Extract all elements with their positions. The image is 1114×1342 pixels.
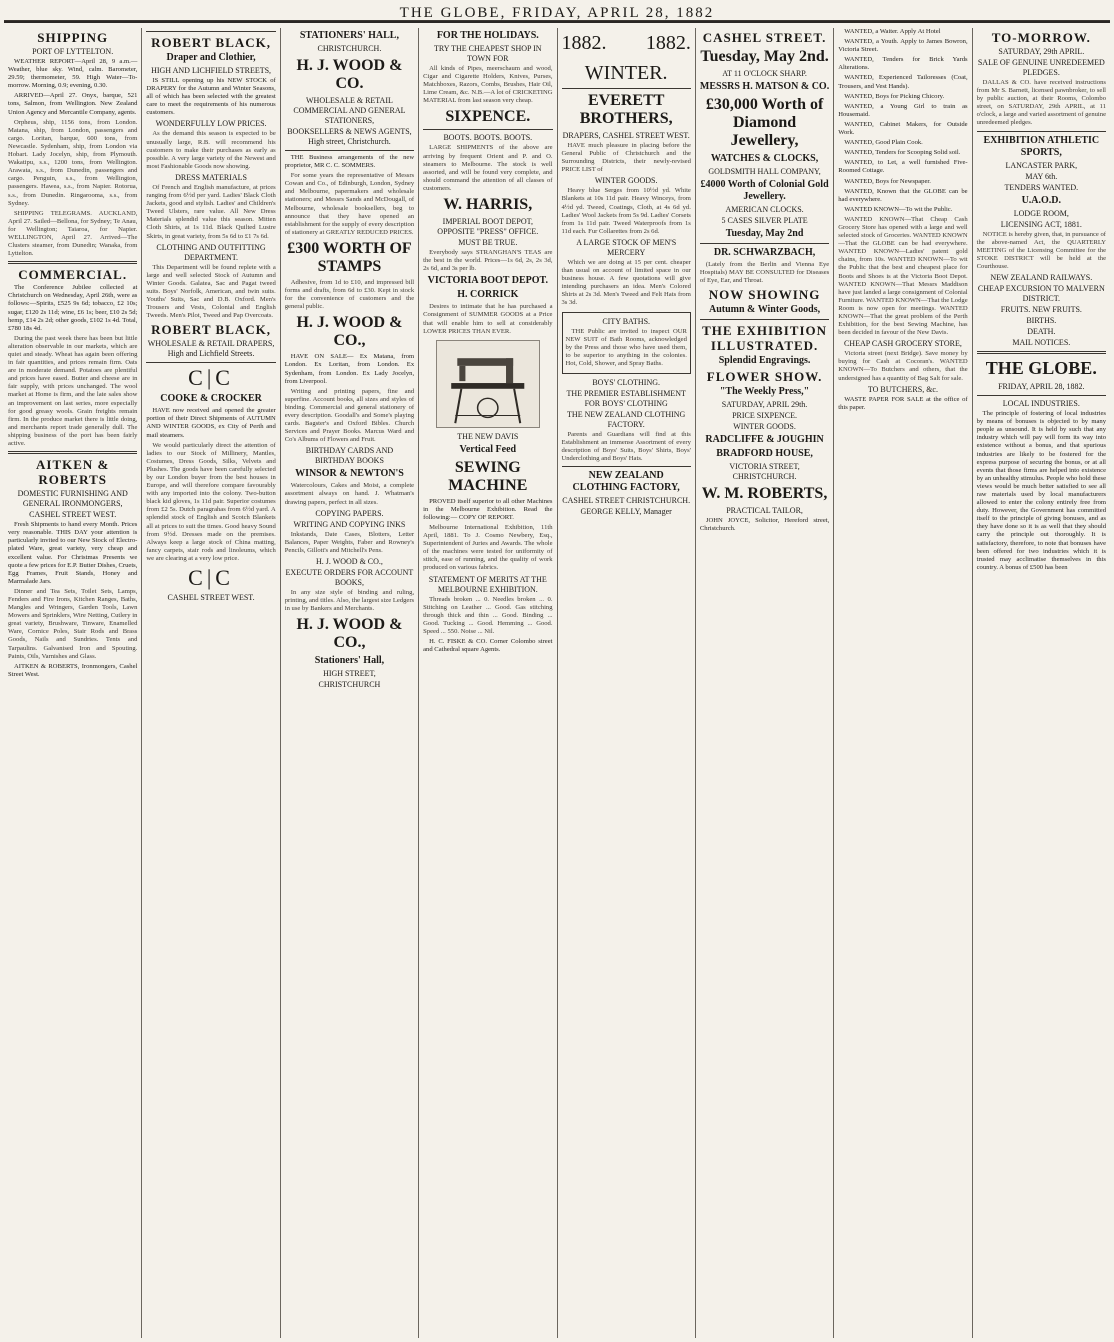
nz-address: CASHEL STREET CHRISTCHURCH. <box>562 496 691 506</box>
globe-date: FRIDAY, APRIL 28, 1882. <box>998 382 1085 392</box>
aitken-heading: AITKEN & ROBERTS <box>36 457 110 488</box>
cooke-crocker-address: CASHEL STREET WEST. <box>167 593 255 603</box>
mercery-filler: Which we are doing at 15 per cent. cheaper than usual on account of limited space in our business house. A few quotations will give intending purchasers an idea. Men's Colored Shirts at 2s 3d. Men's Tweed and Felt Hats from 3s 3d. <box>561 258 691 307</box>
saturday-date: SATURDAY, APRIL 29th. <box>721 400 808 410</box>
col6-rule <box>700 243 829 244</box>
statement-filler: Threads broken ... 0. Needles broken ... 0. Stitching on Leather ... Good. Gas stitching through thick and thin ... Good. Binding ... Good. Tucking ... Good. Hemming ... Good. Speed ... 550. Noise ... Nil. <box>423 595 553 635</box>
col5-rule-2 <box>562 466 691 467</box>
premier-establishment: THE PREMIER ESTABLISHMENT FOR BOYS' CLOTHING <box>566 388 686 408</box>
unredeemed-pledges: SALE OF GENUINE UNREDEEMED PLEDGES. <box>977 58 1105 77</box>
wood2-filler: Writing and printing papers, fine and superfine. Account books, all sizes and styles of binding. Commercial and general stationery of every description. Goodall's and Some's playing cards. Bagster's and Oxford Bibles. Church Services and Prayer Books. Marcus Ward and Co's Albums of Flowers and Fruit. <box>284 387 415 444</box>
must-be-true: MUST BE TRUE. <box>458 238 518 248</box>
must-filler: Everybody says STRANGHAN'S TEAS are the best in the world. Prices—1s 6d, 2s, 2s 3d, 2s 6d, and 3s per lb. <box>423 249 553 273</box>
cooke-crocker-heading: COOKE & CROCKER <box>160 393 262 405</box>
wood2-body: HAVE ON SALE— Ex Matana, from London. Ex Loritan, from London. Ex Sydenham, from London. Ex Lady Jocelyn, from Liverpool. <box>284 353 415 385</box>
robert-black-body: IS STILL opening up his NEW STOCK of DRAPERY for the Autumn and Winter Seasons, all of which has been selected with the greatest care to meet the requirements of his numerous customers. <box>146 77 276 117</box>
page-columns <box>4 28 1110 1338</box>
stationers-city: CHRISTCHURCH. <box>317 44 382 53</box>
goldsmith-hall: GOLDSMITH HALL COMPANY, <box>708 167 821 176</box>
year-left: 1882. <box>561 32 607 54</box>
nz-clothing-factory: THE NEW ZEALAND CLOTHING FACTORY. <box>567 409 686 429</box>
year-row <box>562 28 691 58</box>
wanted-item: WANTED, a Young Girl to train as Housemaid. <box>838 102 968 118</box>
nz-railways: NEW ZEALAND RAILWAYS. <box>990 273 1093 283</box>
cooke-crocker-body: HAVE now received and opened the greater portion of their Direct Shipments of AUTUMN AND WINTER GOODS, ex City of Perth and mail steamers. <box>146 407 276 439</box>
aitken-address: CASHEL STREET WEST. <box>29 510 117 520</box>
licensing-act: LICENSING ACT, 1881. <box>1000 219 1082 229</box>
lodge-room: LODGE ROOM, <box>1013 208 1069 218</box>
silver-plate: 5 CASES SILVER PLATE <box>721 216 808 225</box>
high-street: HIGH STREET, <box>323 669 376 679</box>
wood-filler: For some years the representative of Messrs Cowan and Co., of Edinburgh, London, Sydney and Melbourne, papermakers and wholesale stationers; and Messrs Sands and McDougall, of Melbourne, wholesale booksellers, beg to announce that they have opened an establishment for the supply of every description of stationery at GREATLY REDUCED PRICES. <box>284 172 415 236</box>
column-6 <box>696 28 834 1338</box>
wanted-item: WANTED, Tenders for Scooping Solid soil. <box>844 149 961 157</box>
harris-heading: W. HARRIS, <box>443 196 533 214</box>
commercial-filler: During the past week there has been but little alteration observable in our markets, which are quiet and steady. Wheat has again been offering in fair quantities, and prices remain firm. Oats are in moderate demand. Potatoes are plentiful and prices have eased. Butter and cheese are in fair supply, with prices unchanged. The wool market at Home is firm, and the late sales show an improvement on last series, more especially for good greasy wools. Grain freights remain firm. In the produce market there is little doing, and merchants report trade generally dull. The shipping business of the port has been fairly active. <box>8 334 138 448</box>
masthead <box>0 0 1114 26</box>
weather-report: WEATHER REPORT—April 28, 9 a.m.—Weather, blue sky. Wind, calm. Barometer, 29.59; thermometer, 59. High Water—To-morrow. Morning, 0.9; evening, 0.30. <box>8 58 138 90</box>
robert-black-heading: ROBERT BLACK, <box>151 35 272 50</box>
exhibition-illustrated: THE EXHIBITION ILLUSTRATED. <box>702 323 828 354</box>
winsor-filler: Watercolours, Cakes and Moist, a complete assortment always on hand. J. Whatman's drawing papers, perfect in all sizes. <box>284 482 415 506</box>
cheap-filler: Victoria street (next Bridge). Save money by buying for Cash at Cocoran's. WANTED KNOWN—To Butchers and others, that the undersigned has a quantity of Bag Salt for sale. <box>838 350 968 382</box>
joyce-sign: JOHN JOYCE, Solicitor, Hereford street, Christchurch. <box>699 517 830 533</box>
wonderfully-low: WONDERFULLY LOW PRICES. <box>155 119 267 129</box>
sewing-machine-heading: SEWING MACHINE <box>448 458 528 494</box>
bradford-address: VICTORIA STREET, CHRISTCHURCH. <box>729 462 800 482</box>
sewing-machine-illustration-icon <box>436 340 540 428</box>
nz-clothing-big: NEW ZEALAND CLOTHING FACTORY, <box>572 470 680 494</box>
wanted-item: WANTED, Boys for Newspaper. <box>844 177 931 185</box>
commercial-body: The Conference Jubilee collected at Christchurch on Wednesday, April 26th, were as follows:—Spirits, £525 9s 6d; tobacco, £2 10s; sugar, £120 2s 11d; wine, £6 1s; beer, £10 2s 5d; hemp, £14 2s 2d; other goods, £102 1s 4d. Total, £780 18s 4d. <box>8 284 138 332</box>
column-3 <box>281 28 419 1338</box>
column-7 <box>834 28 972 1338</box>
harris-sub: IMPERIAL BOOT DEPOT, OPPOSITE "PRESS" OFFICE. <box>437 217 539 237</box>
tenders-wanted: TENDERS WANTED. <box>1004 182 1079 192</box>
aitken-sub: DOMESTIC FURNISHING AND GENERAL IRONMONGERS, <box>17 489 128 509</box>
eleven-clock: AT 11 O'CLOCK SHARP. <box>722 69 807 78</box>
wanted-item: WANTED, Tenders for Brick Yards Alterations. <box>838 56 968 72</box>
four-thousand: £4000 Worth of Colonial Gold Jewellery. <box>700 179 829 202</box>
boots-filler: LARGE SHIPMENTS of the above are arriving by frequent Orient and P. and O. steamers to Melbourne. The stock is well assorted, and will be found very complete, and should command the attention of all classes of customers. <box>423 144 553 192</box>
stamps-heading: £300 WORTH OF STAMPS <box>287 239 412 275</box>
robert-black-sub-2: WHOLESALE & RETAIL DRAPERS, High and Lichfield Streets. <box>147 339 275 359</box>
to-butchers: TO BUTCHERS, &c. <box>867 384 938 394</box>
port-heading: PORT OF LYTTELTON. <box>32 47 114 56</box>
try-cheapest: TRY THE CHEAPEST SHOP IN TOWN FOR <box>434 44 542 63</box>
wood-heading: H. J. WOOD & CO. <box>296 57 403 92</box>
everett-sub: DRAPERS, CASHEL STREET WEST. <box>562 131 690 140</box>
column-1 <box>4 28 142 1338</box>
wanted-item: WANTED, a Waiter. Apply At Hotel <box>844 28 941 35</box>
holidays-filler: All kinds of Pipes, meerschaum and wood, Cigar and Cigarette Holders, Knives, Purses, Matchboxes, Razors, Combs, Brushes, Hair Oil, Lime Cream, &c. N.B.—A lot of CRICKETING MATERIAL from last season very cheap. <box>423 65 553 105</box>
wanted-item: WANTED, a Youth. Apply to James Bowron, Victoria Street. <box>838 38 968 54</box>
holidays-heading: FOR THE HOLIDAYS. <box>436 30 539 41</box>
city-baths-filler: THE Public are invited to inspect OUR NEW SUIT of Bath Rooms, acknowledged by the Press and those who have used them, to be superior to anything in the colonies. Hot, Cold, Shower, and Spray Baths. <box>565 327 687 367</box>
winter-goods-2: WINTER GOODS. <box>733 422 796 432</box>
cheap-cash-grocery: CHEAP CASH GROCERY STORE, <box>843 339 962 349</box>
victoria-boot-depot: VICTORIA BOOT DEPOT. <box>427 275 548 287</box>
tuesday-2: Tuesday, May 2nd <box>725 228 804 239</box>
col8-rule <box>977 131 1106 132</box>
col3-rule <box>285 150 414 151</box>
city-baths-box <box>562 312 691 374</box>
splendid-engravings: Splendid Engravings. <box>718 355 811 367</box>
cooke-crocker-monogram-2: C|C <box>188 565 234 591</box>
shipping-heading: SHIPPING <box>37 30 109 45</box>
cooke-crocker-filler: We would particularly direct the attention of ladies to our Stock of Millinery, Mantles, Costumes, Dress Goods, Silks, Velvets and Plushes. The goods have been carefully selected by our London buyer from the best houses in Europe, and will therefore compare favourably with any imported into the colony. Two-button black kid gloves, 1s 11d pair. Superior costumes from £2 5s. Dutch paragrahas from 6½d yard. A splendid stock of English and Scotch Blankets all at prices to suit the times. Good heavy Sound from 9½d. Dresses made on the premises. Always keep a large stock of China matting, fancy carpets, stair rods and linoleums, which we are clearing at a very low price. <box>146 441 276 562</box>
dress-materials: DRESS MATERIALS <box>175 172 247 182</box>
wanted-item: WANTED, Boys for Picking Chicory. <box>844 92 945 100</box>
exhibition-sports: EXHIBITION ATHLETIC SPORTS, <box>983 134 1100 158</box>
clothing-dept: CLOTHING AND OUTFITTING DEPARTMENT. <box>156 242 266 262</box>
robert-black-filler: As the demand this season is expected to be unusually large, R.B. will recommend his customers to make their purchases as early as possible. A very large variety of the Newest and most Fashionable Goods now showing. <box>146 130 276 170</box>
statement-heading: STATEMENT OF MERITS AT THE MELBOURNE EXHIBITION. <box>428 574 547 594</box>
everett-filler: HAVE much pleasure in placing before the General Public of Christchurch and the Surrounding Districts, their newly-revised PRICE LIST of <box>561 142 691 174</box>
shipping-filler: Orpheus, ship, 1156 tons, from London. Matana, ship, from London, passengers and cargo. Loritan, barque, 600 tons, from Newcastle. Sydenham, ship, from London via Hobart. Lady Jocelyn, ship, from Plymouth. Wakatipu, s.s., 1200 tons, from Wellington. Arawata, s.s., from Dunedin, passengers and cargo. Penguin, s.s., from Wellington, passengers. Hawea, s.s., from Napier. Rotorua, s.s., from Dunedin. Ringarooma, s.s., from Sydney. <box>8 118 138 207</box>
christchurch-label: CHRISTCHURCH <box>318 680 381 690</box>
wood-heading-3: H. J. WOOD & CO., <box>315 556 383 566</box>
col6-rule-2 <box>700 319 829 320</box>
inks-filler: Inkstands, Date Cases, Blotters, Letter Balances, Paper Weights, Faber and Rowney's Pencils, Gillott's and Mitchell's Pens. <box>284 530 415 554</box>
waste-paper: WASTE PAPER FOR SALE at the office of this paper. <box>838 395 968 411</box>
shipping-telegrams: SHIPPING TELEGRAMS. AUCKLAND, April 27. Sailed—Bellona, for Sydney; Te Anau, for Wellington; Taiaroa, for Napier. WELLINGTON, April 27. Arrived—The Clusters steamer, from Dunedin; Wanaka, from Lyttelton. <box>8 209 138 258</box>
boots-heading: BOOTS. BOOTS. BOOTS. <box>443 133 533 143</box>
tuesday-heading: Tuesday, May 2nd. <box>700 48 829 65</box>
col4-rule <box>423 129 552 130</box>
death-heading: DEATH. <box>1027 327 1056 337</box>
section-rule <box>8 261 137 264</box>
tomorrow-date: SATURDAY, 29th APRIL. <box>998 47 1085 56</box>
wanted-item: WANTED KNOWN—To wit the Public. <box>844 205 953 213</box>
sixpence-heading: SIXPENCE. <box>445 108 531 126</box>
licensing-filler: NOTICE is hereby given, that, in pursuance of the above-named Act, the QUARTERLY MEETING of the Licensing Committee for the STOKE DISTRICT will be held at the Courthouse. <box>976 230 1106 270</box>
robert-black-address: HIGH AND LICHFIELD STREETS, <box>151 66 272 75</box>
winter-goods: WINTER GOODS. <box>594 176 658 186</box>
bradford-house: BRADFORD HOUSE, <box>716 448 813 460</box>
roberts-heading: W. M. ROBERTS, <box>701 485 828 503</box>
fruits-heading: FRUITS. NEW FRUITS. <box>1000 305 1082 315</box>
mercery-heading: A LARGE STOCK OF MEN'S MERCERY <box>576 237 677 257</box>
roberts-sub: PRACTICAL TAILOR, <box>726 506 803 516</box>
wood-body: THE Business arrangements of the new proprietor, MR C. C. SOMMERS. <box>284 154 415 170</box>
globe-heading: THE GLOBE. <box>985 358 1097 379</box>
writing-inks: WRITING AND COPYING INKS <box>293 519 406 529</box>
unredeemed-filler: DALLAS & CO. have received instructions from Mr S. Barnett, licensed pawnbroker, to sell by public auction, at their Rooms, Colombo street, on SATURDAY, 29th APRIL, at 11 o'clock, a large and varied assortment of genuine unredeemed pledges. <box>976 79 1106 127</box>
wood-heading-2: H. J. WOOD & CO., <box>296 314 403 350</box>
corrick-filler: Desires to intimate that he has purchased a Consignment of SUMMER GOODS at a Price that will enable him to sell at considerably LOWER PRICES THAN EVER. <box>423 303 553 335</box>
radcliffe: RADCLIFFE & JOUGHIN <box>705 434 824 446</box>
lancaster-park: LANCASTER PARK, <box>1005 160 1078 170</box>
cashel-street-heading: CASHEL STREET. <box>702 30 827 45</box>
vertical-feed: Vertical Feed <box>459 443 517 455</box>
column-2 <box>142 28 280 1338</box>
arrived-list: ARRIVED—April 27. Onyx, barque, 521 tons, Salmon, from Wellington. New Zealand Union Agency and Mercantile Company, agents. <box>8 92 138 116</box>
mail-notices: MAIL NOTICES. <box>1012 338 1071 348</box>
aitken-body: Fresh Shipments to hand every Month. Prices very reasonable. THIS DAY your attention is particularly invited to our New Stock of Electro-plated Ware, great variety, very cheap and excellent value. For Christmas Presents we quote a few prices for E.P. Butter Dishes, Cruets, Egg Frames, Fruit Stands, Honey and Marmalade Jars. <box>8 521 138 585</box>
schwarzbach-filler: (Lately from the Berlin and Vienna Eye Hospitals) MAY BE CONSULTED for Diseases of Eye, Ear, and Throat. <box>699 261 830 285</box>
wanted-item: WANTED, to Let, a well furnished Five-Roomed Cottage. <box>838 159 968 175</box>
boys-clothing: BOYS' CLOTHING. <box>592 377 661 387</box>
aitken-sign: AITKEN & ROBERTS, Ironmongers, Cashel Street West. <box>8 662 138 678</box>
column-5 <box>558 28 696 1338</box>
schwarzbach: DR. SCHWARZBACH, <box>713 247 816 258</box>
local-body: The principle of fostering of local industries by means of bonuses is objected to by many people as unsound. It is held by such that any industry which will pay will form its way into existence without a bonus, and that spurious industries are likely to be fostered for the express purpose of securing the bonus, or at all events that those firms are helped into existence by an unhealthy stimulus. People who hold these views would be much better satisfied to see all raw materials used by local manufacturers allowed to enter the colony entirely free from duty. However, the Government has committed itself to the principle of giving bonuses, and as they have done so it is as well that they should carry the principle out thoroughly. It is satisfactory, therefore, to note that bonuses have been offered for two industries which it is trusted may acclimatise themselves in this country. A bonus of £500 has been <box>976 410 1106 571</box>
column-4 <box>419 28 557 1338</box>
flower-show: FLOWER SHOW. <box>706 369 823 385</box>
weekly-press: "The Weekly Press," <box>719 386 810 398</box>
col2-rule <box>146 362 275 363</box>
kelly-manager: GEORGE KELLY, Manager <box>580 507 672 517</box>
col5-rule <box>562 88 691 89</box>
wood-sub-2: BOOKSELLERS & NEWS AGENTS, High street, Christchurch. <box>287 127 412 146</box>
execute-orders: EXECUTE ORDERS FOR ACCOUNT BOOKS, <box>285 567 414 587</box>
wanted-item: WANTED, Known that the GLOBE can be had everywhere. <box>838 187 968 203</box>
stationers-hall-2: Stationers' Hall, <box>314 655 385 667</box>
tomorrow-heading: TO-MORROW. <box>991 30 1091 45</box>
winsor-newton: WINSOR & NEWTON'S <box>295 468 404 480</box>
sewing-body: PROVED itself superior to all other Machines in the Melbourne Exhibition. Read the following:— COPY OF REPORT. <box>423 497 553 521</box>
new-davis: THE NEW DAVIS <box>457 431 519 441</box>
stationers-hall-heading: STATIONERS' HALL, <box>299 30 399 41</box>
fiske-sign: H. C. FISKE & CO. Corner Colombo street and Cathedral square Agents. <box>423 638 553 654</box>
execute-filler: In any size style of binding and ruling, printing, and titles. Also, the largest size Ledgers in use by Bankers and Merchants. <box>284 588 415 613</box>
now-showing: NOW SHOWING <box>708 287 821 303</box>
wanted-item: WANTED, Good Plain Cook. <box>844 139 923 147</box>
robert-black-sub: Draper and Clothier, <box>166 52 256 63</box>
wood-sub: WHOLESALE & RETAIL COMMERCIAL AND GENERAL STATIONERS, <box>293 96 406 125</box>
wood-heading-4: H. J. WOOD & CO., <box>296 616 403 652</box>
col2-top-rule <box>146 31 275 32</box>
wanted-item: WANTED, Cabinet Makers, for Outside Work. <box>838 120 968 137</box>
thirty-thousand: £30,000 Worth of Diamond Jewellery, <box>705 96 824 149</box>
column-8 <box>973 28 1110 1338</box>
wanted-filler: WANTED KNOWN—That Cheap Cash Grocery Store has opened with a large and well selected stock of Groceries. WANTED KNOWN—That the GLOBE can be had everywhere. WANTED KNOWN—Ladies' patent gold chains, from 10s. WANTED KNOWN—To wit the Public that the best and cheapest place for Boots and Shoes is at the Victoria Boot Depot. WANTED KNOWN—That Messrs Maddison have just landed a large consignment of Colonial Furniture. WANTED KNOWN—That the Lodge Room is now open for meetings. WANTED KNOWN—That the great problem of the Perth Exhibition, for the best Sewing Machine, has been decided in favour of the New Davis. <box>838 215 968 337</box>
masthead-rule <box>4 20 1110 23</box>
section-rule-2 <box>8 451 137 454</box>
nz-filler: Parents and Guardians will find at this Establishment an immense Assortment of every description of Boys' Suits, Boys' Shirts, Boys' Underclothing and Boys' Hats. <box>561 430 691 463</box>
commercial-heading: COMMERCIAL. <box>18 267 128 283</box>
corrick-heading: H. CORRICK <box>457 289 519 301</box>
winter-heading: WINTER. <box>584 62 668 84</box>
uaod: U.A.O.D. <box>1021 194 1062 206</box>
col8-rule-3 <box>977 395 1106 396</box>
price-sixpence: PRICE SIXPENCE. <box>732 411 798 421</box>
everett-heading: EVERETT BROTHERS, <box>579 92 673 127</box>
may-date: MAY 6th. <box>1025 171 1058 181</box>
robert-black-heading-2: ROBERT BLACK, <box>151 322 272 338</box>
wanted-list <box>838 28 967 214</box>
watches-clocks: WATCHES & CLOCKS, <box>710 153 819 164</box>
copying-papers: COPYING PAPERS. <box>315 508 384 518</box>
matson-heading: MESSRS H. MATSON & CO. <box>699 81 830 92</box>
cooke-crocker-monogram: C|C <box>188 365 234 391</box>
dress-filler: Of French and English manufacture, at prices ranging from 6½d per yard. Ladies' Black Cloth Jackets, good and stylish. Ladies' and Children's Tweed Ulsters, rare value. All New Dress Materials splendid value this season. Mitten Cloth Shirts, at 1s 11d. Black Quilted Lustre Skirts, in great variety, from 5s 6d to £1 7s 6d. <box>146 183 276 240</box>
year-right: 1882. <box>645 32 691 54</box>
local-industries: LOCAL INDUSTRIES. <box>1002 399 1080 409</box>
cheap-excursion: CHEAP EXCURSION TO MALVERN DISTRICT. <box>977 284 1105 304</box>
autumn-winter: Autumn & Winter Goods, <box>708 304 821 316</box>
birthday-cards: BIRTHDAY CARDS AND BIRTHDAY BOOKS <box>305 446 394 466</box>
col8-rule-2 <box>977 351 1106 354</box>
stamps-filler: Adhesive, from 1d to £10, and impressed bill forms and drafts, from 6d to £30. Kept in stock for the convenience of customers and the general public. <box>284 278 415 311</box>
city-baths-heading: CITY BATHS. <box>602 316 651 326</box>
masthead-title: THE GLOBE, FRIDAY, APRIL 28, 1882 <box>399 4 715 21</box>
births-heading: BIRTHS. <box>1026 316 1057 326</box>
wanted-item: WANTED, Experienced Tailoresses (Coat, Trousers, and Vest Hands). <box>838 74 968 90</box>
sewing-filler: Melbourne International Exhibition, 11th April, 1881. To J. Cosmo Newbery, Esq., Superintendent of Juries and Awards. The whole of the machines were tested for uniformity of stitch, ease of running, and the quality of work produced on various fabrics. <box>423 523 553 572</box>
aitken-list: Dinner and Tea Sets, Toilet Sets, Lamps, Fenders and Fire Irons, Kitchen Ranges, Baths, Mangles and Wringers, Garden Tools, Lawn Mowers and Sprinklers, Wire Netting, Cutlery in great variety, Brushware, Tinware, Enamelled Ware, Cornice Poles, Stair Rods and Brass Goods, Nails and Sundries. Tents and Tarpaulins. Galvanised Iron and Spouting. Paints, Oils, Varnishes and Glass. <box>8 587 138 660</box>
clothing-filler: This Department will be found replete with a large and well selected Stock of Autumn and Winter Goods. Galatea, Sac and Pagat tweed suits. Boys' Norfolk, American, and twin suits. Youths' Suits, Sac and D.B. Oxford. Men's Trousers and Vests, Colonial and English Tweeds. Men's Pilot, Tweed and Pap Overcoats. <box>146 263 276 320</box>
american-clocks: AMERICAN CLOCKS. <box>725 205 804 214</box>
winter-goods-filler: Heavy blue Serges from 10½d yd. White Blankets at 10s 11d pair. Heavy Winceys, from 4½d yd. Tweed, Coatings, Cloth, at 4s 6d yd. Ladies' Wool Jackets from 5s 9d. Ladies' Corsets from 1s 11d pair. Tweed Waterproofs from 1s 11d each. Fur Collarettes from 2s 6d. <box>561 187 691 235</box>
